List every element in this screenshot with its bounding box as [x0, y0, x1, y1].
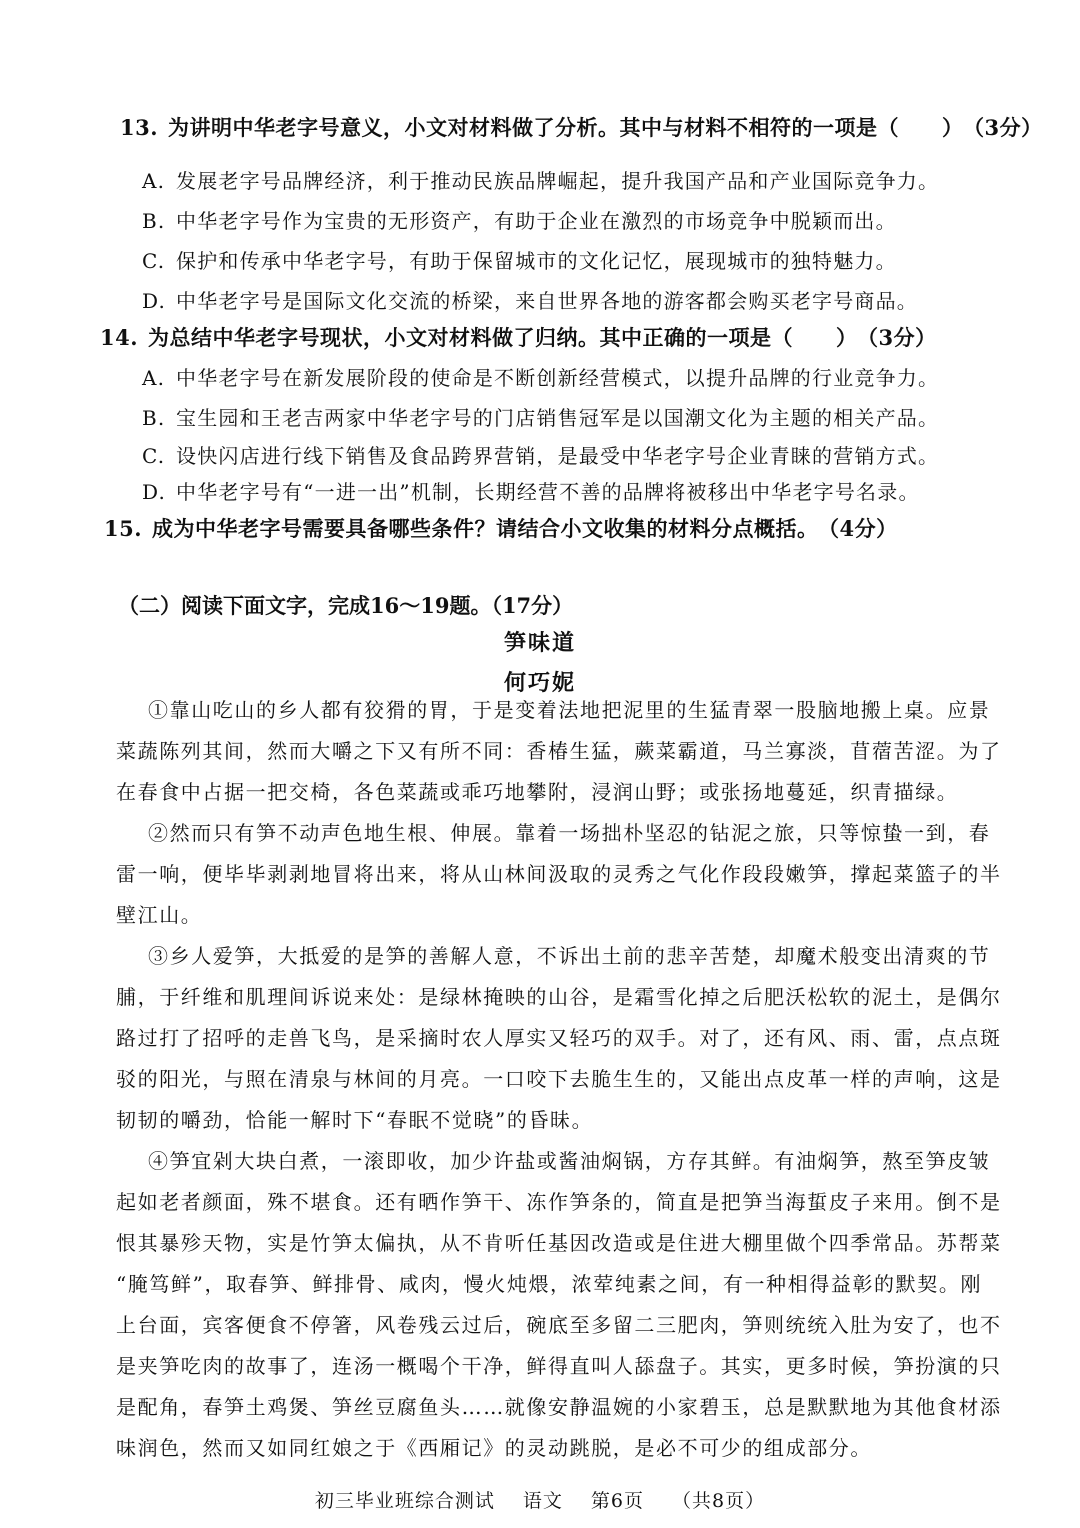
article-line: 菜蔬陈列其间，然而大嚼之下又有所不同：香椿生猛，蕨菜霸道，马兰寡淡，苜蓿苦涩。为了: [116, 739, 1002, 763]
option-letter: B.: [142, 406, 166, 430]
question-stem: 为讲明中华老字号意义，小文对材料做了分析。其中与材料不相符的一项是（ ）: [168, 115, 964, 140]
question-score: （3分）: [973, 115, 1043, 140]
option-14-d: [142, 476, 920, 505]
article-line: 在春食中占据一把交椅，各色菜蔬或乖巧地攀附，浸润山野；或张扬地蔓延，织青描绿。: [116, 780, 959, 804]
option-14-c: [142, 440, 939, 469]
article-line: ③乡人爱笋，大抵爱的是笋的善解人意，不诉出土前的悲辛苦楚，却魔术般变出清爽的节: [148, 944, 991, 968]
option-13-b: [142, 205, 897, 234]
option-13-a: [142, 165, 939, 194]
page-footer: [0, 1486, 1080, 1513]
option-letter: C.: [142, 444, 166, 468]
option-text: 保护和传承中华老字号，有助于保留城市的文化记忆，展现城市的独特魅力。: [176, 249, 897, 273]
footer-exam: 初三毕业班综合测试: [314, 1490, 495, 1512]
option-letter: A.: [142, 366, 166, 390]
article-line: 上台面，宾客便食不停箸，风卷残云过后，碗底至多留二三肥肉，笋则统统入肚为安了，也不: [116, 1313, 1002, 1337]
article-line: 味润色，然而又如同红娘之于《西厢记》的灵动跳脱，是必不可少的组成部分。: [116, 1436, 872, 1460]
footer-subject: 语文: [522, 1490, 563, 1512]
option-letter: B.: [142, 209, 166, 233]
option-text: 发展老字号品牌经济，利于推动民族品牌崛起，提升我国产品和产业国际竞争力。: [176, 169, 940, 193]
article-line: 恨其暴殄天物，实是竹笋太偏执，从不肯听任基因改造或是住进大棚里做个四季常品。苏帮菜: [116, 1231, 1002, 1255]
option-13-c: [142, 245, 897, 274]
footer-total: （共8页）: [672, 1490, 766, 1512]
article-line: 壁江山。: [116, 903, 203, 927]
article-line: 脯，于纤维和肌理间诉说来处：是绿林掩映的山谷，是霜雪化掉之后肥沃松软的泥土，是偶尔: [116, 985, 1002, 1009]
option-text: 宝生园和王老吉两家中华老字号的门店销售冠军是以国潮文化为主题的相关产品。: [176, 406, 940, 430]
article-line: 是夹笋吃肉的故事了，连汤一概喝个干净，鲜得直叫人舔盘子。其实，更多时候，笋扮演的只: [116, 1354, 1002, 1378]
option-text: 中华老字号作为宝贵的无形资产，有助于企业在激烈的市场竞争中脱颖而出。: [176, 209, 897, 233]
article-line: 起如老者颜面，殊不堪食。还有晒作笋干、冻作笋条的，简直是把笋当海蜇皮子来用。倒不是: [116, 1190, 1002, 1214]
section-heading: （二）阅读下面文字，完成16～19题。（17分）: [118, 593, 574, 618]
article-line: 韧韧的嚼劲，恰能一解时下“春眠不觉晓”的昏昧。: [116, 1108, 594, 1132]
option-letter: C.: [142, 249, 166, 273]
option-letter: D.: [142, 289, 167, 313]
question-15: [104, 513, 898, 543]
option-text: 中华老字号在新发展阶段的使命是不断创新经营模式，以提升品牌的行业竞争力。: [176, 366, 940, 390]
article-line: ④笋宜剁大块白煮，一滚即收，加少许盐或酱油焖锅，方存其鲜。有油焖笋，熬至笋皮皱: [148, 1149, 991, 1173]
question-stem: 为总结中华老字号现状，小文对材料做了归纳。其中正确的一项是（ ）: [148, 325, 858, 350]
article-author: 何巧妮: [503, 670, 576, 696]
option-text: 中华老字号是国际文化交流的桥梁，来自世界各地的游客都会购买老字号商品。: [176, 289, 918, 313]
article-title: 笋味道: [503, 630, 576, 656]
question-13: [120, 112, 1043, 142]
article-line: “腌笃鲜”，取春笋、鲜排骨、咸肉，慢火炖煨，浓荤纯素之间，有一种相得益彰的默契。刚: [116, 1272, 983, 1296]
option-text: 设快闪店进行线下销售及食品跨界营销，是最受中华老字号企业青睐的营销方式。: [176, 444, 940, 468]
question-score: （3分）: [867, 325, 937, 350]
option-14-b: [142, 402, 939, 431]
article-line: ②然而只有笋不动声色地生根、伸展。靠着一场拙朴坚忍的钻泥之旅，只等惊蛰一到，春: [148, 821, 991, 845]
option-14-a: [142, 362, 939, 391]
article-line: 驳的阳光，与照在清泉与林间的月亮。一口咬下去脆生生的，又能出点皮革一样的声响，这是: [116, 1067, 1002, 1091]
question-stem: 成为中华老字号需要具备哪些条件？请结合小文收集的材料分点概括。: [152, 516, 819, 541]
question-number: 14.: [100, 325, 139, 350]
question-number: 13.: [120, 115, 159, 140]
option-letter: A.: [142, 169, 166, 193]
option-13-d: [142, 285, 918, 314]
option-text: 中华老字号有“一进一出”机制，长期经营不善的品牌将被移出中华老字号名录。: [176, 480, 920, 504]
article-line: 是配角，春笋土鸡煲、笋丝豆腐鱼头……就像安静温婉的小家碧玉，总是默默地为其他食材添: [116, 1395, 1002, 1419]
question-14: [100, 322, 937, 352]
question-number: 15.: [104, 516, 143, 541]
article-line: ①靠山吃山的乡人都有狡猾的胃，于是变着法地把泥里的生猛青翠一股脑地搬上桌。应景: [148, 698, 991, 722]
article-line: 路过打了招呼的走兽飞鸟，是采摘时农人厚实又轻巧的双手。对了，还有风、雨、雷，点点斑: [116, 1026, 1002, 1050]
question-score: （4分）: [828, 516, 898, 541]
article-line: 雷一响，便毕毕剥剥地冒将出来，将从山林间汲取的灵秀之气化作段段嫩笋，撑起菜篮子的半: [116, 862, 1002, 886]
option-letter: D.: [142, 480, 167, 504]
footer-page: 第6页: [590, 1490, 645, 1512]
